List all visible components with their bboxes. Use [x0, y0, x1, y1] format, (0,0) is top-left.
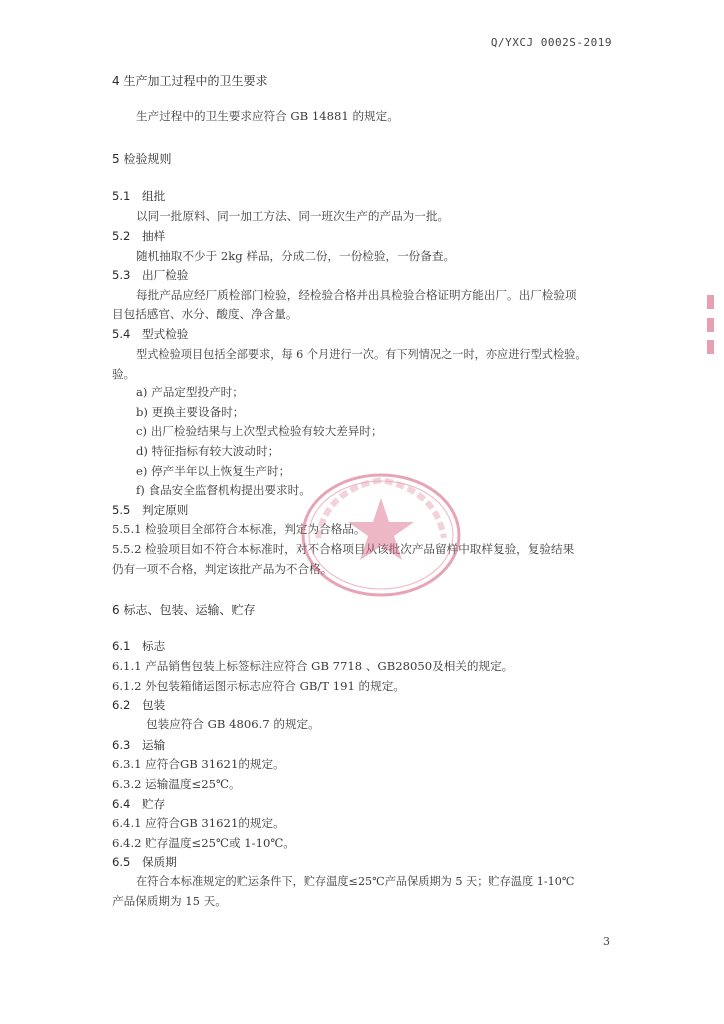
subsection-5-4-text: 型式检验项目包括全部要求，每 6 个月进行一次。有下列情况之一时，亦应进行型式检验。	[136, 348, 587, 361]
clause-6-4-2: 6.4.2 贮存温度≤25℃或 1-10℃。	[112, 836, 295, 850]
section-4-text: 生产过程中的卫生要求应符合 GB 14881 的规定。	[136, 109, 399, 123]
list-item-b: b) 更换主要设备时；	[136, 405, 245, 419]
subsection-5-4-heading: 5.4 型式检验	[112, 327, 189, 341]
subsection-5-3-heading: 5.3 出厂检验	[112, 268, 189, 282]
subsection-6-4-heading: 6.4 贮存	[112, 797, 166, 811]
section-6-heading: 6 标志、包装、运输、贮存	[112, 603, 256, 617]
subsection-5-2-heading: 5.2 抽样	[112, 229, 166, 243]
official-seal-stamp	[296, 460, 466, 610]
subsection-6-2-text: 包装应符合 GB 4806.7 的规定。	[146, 717, 320, 731]
section-4-heading: 4 生产加工过程中的卫生要求	[112, 74, 268, 88]
clause-6-4-1: 6.4.1 应符合GB 31621的规定。	[112, 816, 285, 830]
subsection-6-5-text-cont: 产品保质期为 15 天。	[112, 894, 227, 908]
subsection-6-5-heading: 6.5 保质期	[112, 855, 177, 869]
clause-5-5-2-cont: 仍有一项不合格，判定该批产品为不合格。	[112, 562, 333, 576]
subsection-6-3-heading: 6.3 运输	[112, 738, 166, 752]
clause-5-5-1: 5.5.1 检验项目全部符合本标准，判定为合格品。	[112, 522, 366, 536]
edge-stamp-mark	[706, 290, 716, 370]
subsection-6-5-text: 在符合本标准规定的贮运条件下，贮存温度≤25℃产品保质期为 5 天；贮存温度 1-10℃	[136, 875, 575, 888]
clause-6-3-1: 6.3.1 应符合GB 31621的规定。	[112, 757, 285, 771]
subsection-5-2-text: 随机抽取不少于 2kg 样品，分成二份，一份检验，一份备查。	[136, 249, 456, 263]
clause-6-1-1: 6.1.1 产品销售包装上标签标注应符合 GB 7718 、GB28050及相关的规定。	[112, 659, 514, 673]
subsection-5-3-text: 每批产品应经厂质检部门检验，经检验合格并出具检验合格证明方能出厂。出厂检验项	[136, 288, 577, 302]
section-5-heading: 5 检验规则	[112, 152, 172, 166]
subsection-6-2-heading: 6.2 包装	[112, 698, 166, 712]
subsection-5-4-text-cont: 验。	[112, 367, 136, 381]
subsection-5-3-text-cont: 目包括感官、水分、酸度、净含量。	[112, 307, 298, 321]
clause-5-5-2: 5.5.2 检验项目如不符合本标准时，对不合格项目从该批次产品留样中取样复验，复验结果	[112, 542, 575, 556]
subsection-5-5-heading: 5.5 判定原则	[112, 503, 189, 517]
subsection-5-1-heading: 5.1 组批	[112, 189, 166, 203]
subsection-6-1-heading: 6.1 标志	[112, 639, 166, 653]
list-item-c: c) 出厂检验结果与上次型式检验有较大差异时；	[136, 424, 383, 438]
list-item-d: d) 特征指标有较大波动时；	[136, 444, 280, 458]
list-item-e: e) 停产半年以上恢复生产时；	[136, 464, 291, 478]
subsection-5-1-text: 以同一批原料、同一加工方法、同一班次生产的产品为一批。	[136, 209, 450, 223]
clause-6-3-2: 6.3.2 运输温度≤25℃。	[112, 777, 241, 791]
list-item-f: f) 食品安全监督机构提出要求时。	[136, 483, 311, 497]
document-code-header: Q/YXCJ 0002S-2019	[490, 36, 612, 49]
clause-6-1-2: 6.1.2 外包装箱储运图示标志应符合 GB/T 191 的规定。	[112, 679, 405, 693]
page-number: 3	[603, 935, 610, 948]
list-item-a: a) 产品定型投产时；	[136, 385, 244, 399]
